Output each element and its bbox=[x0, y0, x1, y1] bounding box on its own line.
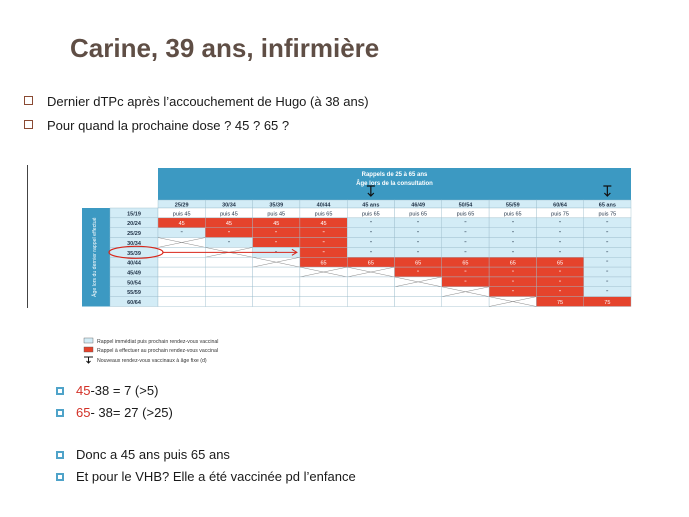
row-header-label: 60/64 bbox=[127, 300, 141, 306]
table-cell-value: 65 bbox=[556, 260, 564, 267]
table-cell bbox=[300, 297, 347, 307]
table-cell-value: " bbox=[369, 231, 372, 238]
table-cell bbox=[395, 297, 442, 307]
bullet-text: Pour quand la prochaine dose ? 45 ? 65 ? bbox=[47, 118, 290, 133]
table-cell-value: " bbox=[606, 290, 609, 297]
table-cell-value: puis 65 bbox=[314, 211, 333, 218]
row-header-label: 50/54 bbox=[127, 280, 141, 287]
calc-line-45 bbox=[56, 383, 158, 398]
table-cell-value: " bbox=[559, 240, 562, 247]
table-cell bbox=[205, 287, 252, 297]
table-cell-value: " bbox=[606, 240, 609, 247]
table-cell-value: " bbox=[511, 240, 514, 247]
table-cell-value: " bbox=[180, 231, 183, 238]
table-cell-value: " bbox=[275, 231, 278, 238]
column-header-label: 55/59 bbox=[505, 202, 520, 209]
table-cell bbox=[205, 257, 252, 267]
calc-65-rest: - 38= 27 (>25) bbox=[90, 405, 173, 420]
table-cell-value: " bbox=[369, 221, 372, 228]
table-cell bbox=[300, 277, 347, 287]
table-cell-value: puis 45 bbox=[220, 211, 238, 218]
column-header-label: 35/39 bbox=[269, 202, 284, 209]
table-cell-value: " bbox=[511, 270, 514, 277]
column-header-label: 46/49 bbox=[411, 202, 426, 209]
table-cell-value: " bbox=[417, 250, 420, 257]
table-cell-value: " bbox=[606, 270, 609, 277]
calc-45-red: 45 bbox=[76, 383, 91, 398]
table-title: Rappels de 25 à 65 ans bbox=[361, 172, 428, 178]
bullet-text: Dernier dTPc après l’accouchement de Hugo (à 38 ans) bbox=[47, 94, 369, 109]
table-cell-value: puis 45 bbox=[267, 211, 286, 218]
table-cell-value: 75 bbox=[556, 300, 564, 306]
table-cell bbox=[253, 287, 300, 297]
sub-bullet-icon bbox=[56, 387, 64, 395]
table-cell-value: 45 bbox=[320, 221, 327, 228]
table-cell-value: " bbox=[606, 260, 609, 267]
table-cell-value: " bbox=[227, 231, 230, 238]
column-header-label: 40/44 bbox=[316, 202, 331, 209]
table-cell-value: " bbox=[464, 240, 467, 247]
table-cell-value: " bbox=[511, 231, 514, 238]
table-cell-value: " bbox=[559, 221, 562, 228]
table-cell-value: " bbox=[559, 270, 562, 277]
table-cell-value: " bbox=[559, 231, 562, 238]
legend-swatch-light bbox=[84, 338, 93, 343]
column-header-label: 30/34 bbox=[222, 202, 236, 209]
conclusion-text: Donc a 45 ans puis 65 ans bbox=[76, 447, 230, 462]
table-cell-value: 45 bbox=[178, 221, 185, 228]
table-cell bbox=[300, 287, 347, 297]
table-cell-value: " bbox=[511, 250, 514, 257]
table-cell-value: " bbox=[559, 280, 562, 287]
table-cell bbox=[253, 267, 300, 277]
table-cell-value: " bbox=[322, 231, 325, 238]
row-header-label: 30/34 bbox=[127, 240, 141, 247]
table-cell-value: " bbox=[417, 231, 420, 238]
table-cell-value: " bbox=[417, 270, 420, 277]
table-cell bbox=[158, 257, 205, 267]
table-cell-value: " bbox=[559, 290, 562, 297]
table-cell bbox=[205, 277, 252, 287]
table-cell-value: puis 45 bbox=[172, 211, 191, 218]
table-cell bbox=[395, 287, 442, 297]
sub-bullet-icon bbox=[56, 451, 64, 459]
table-cell-value: 65 bbox=[367, 260, 374, 267]
conclusion-line bbox=[56, 447, 230, 462]
table-cell bbox=[253, 297, 300, 307]
table-cell-value: 65 bbox=[509, 260, 516, 267]
table-cell-value: 45 bbox=[273, 221, 280, 228]
calc-65-red: 65 bbox=[76, 405, 91, 420]
legend-label: Rappel à effectuer au prochain rendez-vous vaccinal bbox=[97, 348, 219, 354]
table-cell bbox=[347, 287, 394, 297]
table-cell-value: " bbox=[227, 240, 230, 247]
row-header-label: 20/24 bbox=[127, 221, 141, 228]
table-cell-value: 75 bbox=[604, 300, 611, 306]
column-header-label: 65 ans bbox=[598, 202, 616, 209]
table-cell-value: puis 75 bbox=[551, 211, 569, 218]
table-cell-value: " bbox=[511, 280, 514, 287]
row-header-label: 40/44 bbox=[127, 260, 141, 267]
row-header-label: 25/29 bbox=[127, 231, 141, 238]
column-header-label: 25/29 bbox=[174, 202, 189, 209]
table-cell-value: puis 65 bbox=[361, 211, 380, 218]
table-cell bbox=[158, 267, 205, 277]
table-cell-value: 45 bbox=[225, 221, 233, 228]
sub-bullet-icon bbox=[56, 409, 64, 417]
table-cell-value: 65 bbox=[415, 260, 422, 267]
table-cell bbox=[158, 297, 205, 307]
table-cell-value: " bbox=[275, 240, 278, 247]
table-cell-value: puis 65 bbox=[456, 211, 475, 218]
legend-swatch-red bbox=[84, 347, 93, 352]
table-cell-value: " bbox=[464, 280, 467, 287]
row-axis-label: Âge lors du dernier rappel effectué bbox=[92, 217, 98, 297]
row-header-label: 35/39 bbox=[127, 250, 141, 257]
table-cell-value: " bbox=[369, 240, 372, 247]
table-cell-value: puis 75 bbox=[598, 211, 617, 218]
vhb-question-line bbox=[56, 469, 356, 484]
table-cell-value: " bbox=[464, 270, 467, 277]
column-header-label: 60/64 bbox=[553, 202, 567, 209]
table-cell bbox=[205, 267, 252, 277]
legend-label: Rappel immédiat puis prochain rendez-vous vaccinal bbox=[97, 339, 219, 345]
table-cell-value: " bbox=[559, 250, 562, 257]
table-cell-value: " bbox=[417, 221, 420, 228]
sub-bullet-icon bbox=[56, 473, 64, 481]
table-cell-value: " bbox=[369, 250, 372, 257]
table-cell bbox=[347, 297, 394, 307]
calc-line-65 bbox=[56, 405, 173, 420]
table-cell bbox=[158, 287, 205, 297]
row-header-label: 55/59 bbox=[127, 290, 141, 297]
table-cell-value: " bbox=[606, 221, 609, 228]
table-cell-value: " bbox=[464, 231, 467, 238]
table-cell bbox=[158, 277, 205, 287]
table-cell-value: " bbox=[606, 280, 609, 287]
table-cell-value: 65 bbox=[320, 260, 327, 267]
calc-45-rest: -38 = 7 (>5) bbox=[90, 383, 159, 398]
slide-title: Carine, 39 ans, infirmière bbox=[70, 33, 380, 63]
row-header-label: 45/49 bbox=[127, 270, 141, 277]
table-subtitle: Âge lors de la consultation bbox=[356, 181, 433, 187]
table-cell-value: " bbox=[606, 250, 609, 257]
column-header-label: 45 ans bbox=[362, 202, 380, 209]
table-cell-value: " bbox=[417, 240, 420, 247]
table-cell-value: " bbox=[511, 221, 514, 228]
table-cell-value: " bbox=[464, 250, 467, 257]
legend-label: Nouveaux rendez-vous vaccinaux à âge fixe (d) bbox=[97, 358, 207, 364]
table-cell-value: " bbox=[464, 221, 467, 228]
table-cell-value: puis 65 bbox=[503, 211, 522, 218]
table-cell bbox=[253, 277, 300, 287]
column-header-label: 50/54 bbox=[458, 202, 473, 209]
vhb-question-text: Et pour le VHB? Elle a été vaccinée pd l’enfance bbox=[76, 469, 356, 484]
row-header-label: 15/19 bbox=[127, 211, 141, 218]
table-cell-value: " bbox=[275, 250, 278, 257]
table-cell bbox=[347, 277, 394, 287]
table-cell-value: " bbox=[322, 250, 325, 257]
table-cell-value: puis 65 bbox=[409, 211, 428, 218]
table-cell-value: " bbox=[606, 231, 609, 238]
table-cell-value: 65 bbox=[462, 260, 469, 267]
down-arrow-icon bbox=[84, 357, 93, 363]
table-cell-value: " bbox=[322, 240, 325, 247]
table-cell-value: " bbox=[511, 290, 514, 297]
table-cell bbox=[205, 297, 252, 307]
table-cell bbox=[442, 297, 489, 307]
